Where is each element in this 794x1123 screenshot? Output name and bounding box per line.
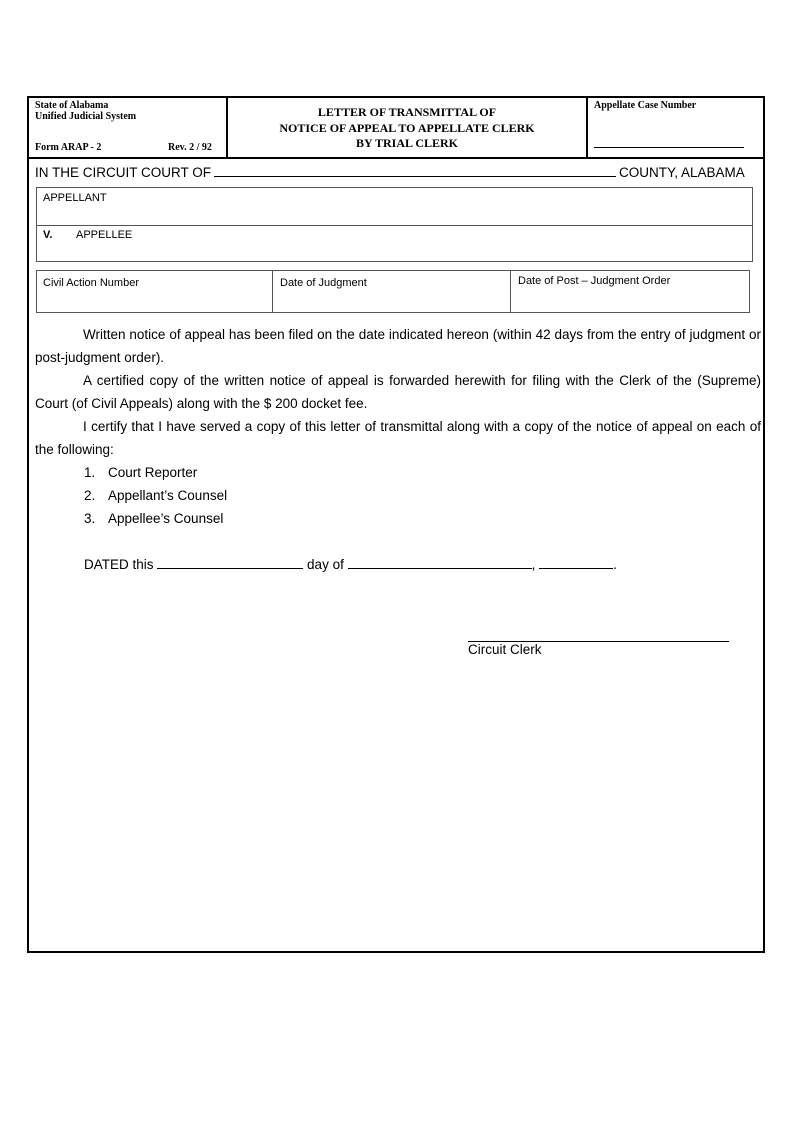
form-number: Form ARAP - 2 xyxy=(35,142,102,153)
judicial-system-name: Unified Judicial System xyxy=(35,111,137,122)
judgment-date-cell[interactable] xyxy=(273,271,511,312)
civil-action-label: Civil Action Number xyxy=(43,277,139,289)
list-item-number: 2. xyxy=(84,488,96,503)
dated-line xyxy=(84,555,617,572)
notice-body xyxy=(35,323,761,461)
header-title-cell xyxy=(228,98,588,157)
notice-paragraph-2: A certified copy of the written notice of appeal is forwarded herewith for filing with the Clerk of the (Supreme) Court (of Civil Appeals) along with the $ 200 docket fee. xyxy=(35,373,761,411)
month-input-line[interactable] xyxy=(348,555,532,569)
dated-comma: , xyxy=(531,557,536,572)
list-item xyxy=(84,484,227,507)
appellee-label: APPELLEE xyxy=(76,229,133,241)
dated-middle: day of xyxy=(307,557,344,572)
header-case-number-cell xyxy=(588,98,763,157)
list-item xyxy=(84,461,227,484)
dated-prefix: DATED this xyxy=(84,557,154,572)
appeal-transmittal-form xyxy=(27,96,765,953)
list-item-label: Appellant’s Counsel xyxy=(108,488,228,503)
case-number-input-line[interactable] xyxy=(594,147,744,148)
judgment-date-label: Date of Judgment xyxy=(280,277,367,289)
notice-paragraph-3: I certify that I have served a copy of this letter of transmittal along with a copy of the notice of appeal on each of the following: xyxy=(35,419,761,457)
title-line-3: BY TRIAL CLERK xyxy=(355,136,459,150)
header-agency-cell xyxy=(29,98,228,157)
list-item-label: Court Reporter xyxy=(108,465,198,480)
state-name: State of Alabama xyxy=(35,100,109,111)
list-item xyxy=(84,507,227,530)
list-item-label: Appellee’s Counsel xyxy=(108,511,224,526)
case-info-grid xyxy=(36,270,750,313)
day-input-line[interactable] xyxy=(157,555,303,569)
case-number-label: Appellate Case Number xyxy=(594,100,697,111)
county-input-line[interactable] xyxy=(214,164,616,177)
notice-paragraph-1: Written notice of appeal has been filed on the date indicated hereon (within 42 days from the entry of judgment or post-judgment order). xyxy=(35,327,761,365)
versus-label: V. xyxy=(43,229,53,241)
list-item-number: 1. xyxy=(84,465,96,480)
form-revision: Rev. 2 / 92 xyxy=(168,142,212,153)
parties-divider xyxy=(37,225,752,226)
court-prefix: IN THE CIRCUIT COURT OF xyxy=(35,165,212,180)
form-header xyxy=(29,98,763,159)
parties-box xyxy=(36,187,753,262)
title-line-2: NOTICE OF APPEAL TO APPELLATE CLERK xyxy=(279,120,535,135)
court-line xyxy=(35,164,745,180)
form-title xyxy=(228,105,586,152)
served-list xyxy=(84,461,227,530)
title-line-1: LETTER OF TRANSMITTAL OF xyxy=(317,105,497,119)
dated-period: . xyxy=(613,557,617,572)
appellant-label: APPELLANT xyxy=(43,192,107,204)
signature-label: Circuit Clerk xyxy=(468,642,542,657)
post-judgment-date-label: Date of Post – Judgment Order xyxy=(518,275,671,287)
list-item-number: 3. xyxy=(84,511,96,526)
post-judgment-date-cell[interactable] xyxy=(511,271,749,312)
year-input-line[interactable] xyxy=(539,555,613,569)
court-suffix: COUNTY, ALABAMA xyxy=(619,165,745,180)
civil-action-cell[interactable] xyxy=(37,271,273,312)
